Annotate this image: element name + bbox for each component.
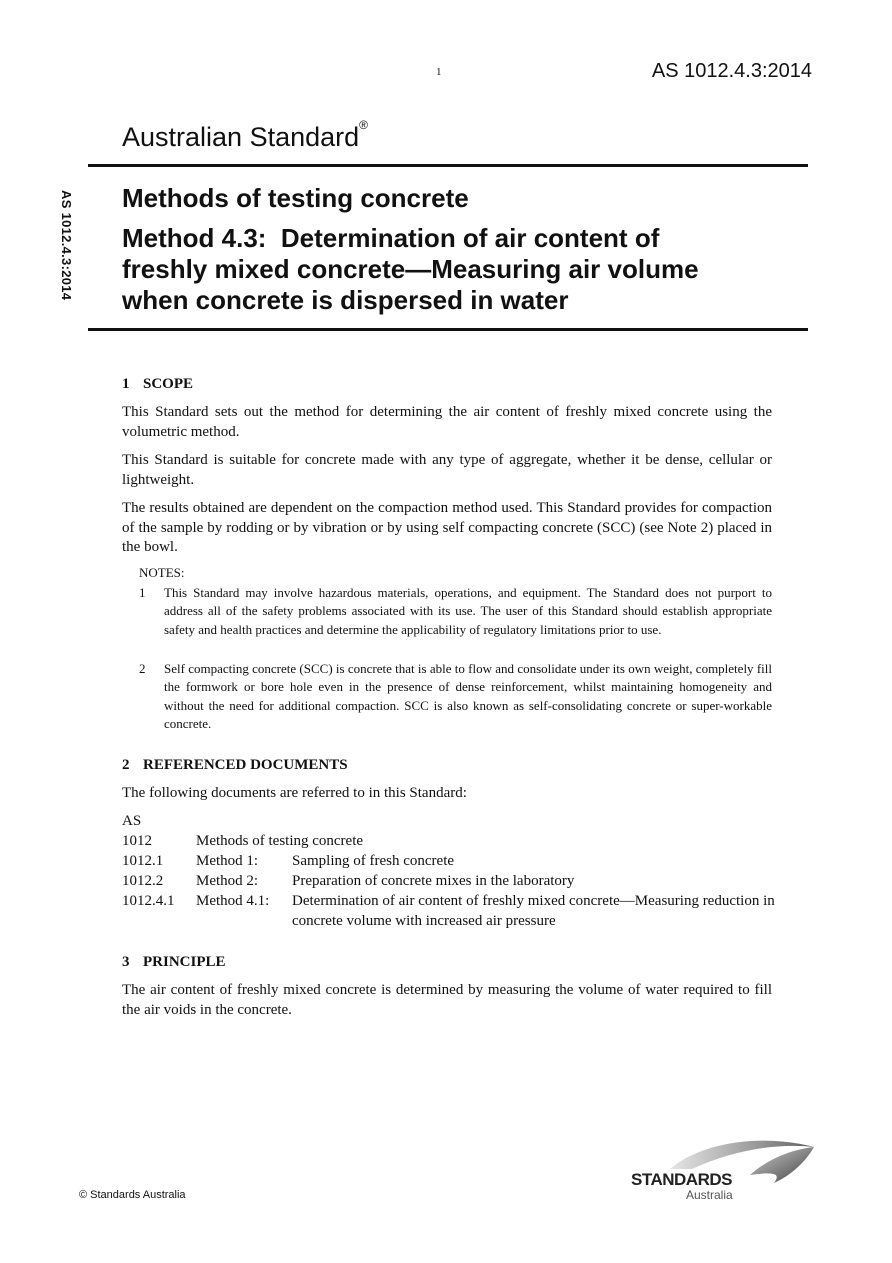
logo-subtext: Australia xyxy=(686,1188,733,1202)
reference-row xyxy=(122,892,778,931)
note-number: 1 xyxy=(139,585,146,600)
note-text: This Standard may involve hazardous materials, operations, and equipment. The Standard does not purport to address all of the safety problems associated with its use. The user of this Standard should establish appropriate safety and health practices and determine the applicability of regulatory limitations prior to use. xyxy=(164,585,772,637)
reference-title: Sampling of fresh concrete xyxy=(292,853,455,869)
method-title-line: when concrete is dispersed in water xyxy=(122,285,569,315)
section-number: 3 xyxy=(122,954,130,970)
section-number: 1 xyxy=(122,376,130,392)
reference-code: 1012.4.1 xyxy=(122,893,175,909)
reference-title: Preparation of concrete mixes in the laboratory xyxy=(292,873,575,889)
reference-title: Determination of air content of freshly mixed concrete—Measuring reduction in concrete volume with increased air pressure xyxy=(292,893,775,929)
note-text: Self compacting concrete (SCC) is concrete that is able to flow and consolidate under its own weight, completely fill the formwork or bore hole even in the presence of dense reinforcement, whilst maintaining homogeneity and without the need for additional compaction. SCC is also known as self-consolidating concrete or super-workable concrete. xyxy=(164,661,772,731)
registered-mark: ® xyxy=(359,118,368,132)
section-number: 2 xyxy=(122,757,130,773)
standard-brand-title xyxy=(122,118,368,153)
reference-row xyxy=(122,872,782,892)
scope-paragraph: This Standard is suitable for concrete made with any type of aggregate, whether it be dense, cellular or lightweight. xyxy=(122,452,772,488)
reference-code: 1012 xyxy=(122,833,152,849)
reference-row xyxy=(122,832,782,852)
scope-paragraph: This Standard sets out the method for determining the air content of freshly mixed concrete using the volumetric method. xyxy=(122,404,772,440)
section-title: SCOPE xyxy=(143,376,194,392)
section-heading-references xyxy=(122,756,772,776)
references-intro: The following documents are referred to in this Standard: xyxy=(122,785,467,801)
method-title-line: Method 4.3: Determination of air content of xyxy=(122,223,660,253)
document-code: AS 1012.4.3:2014 xyxy=(651,60,812,82)
section-heading-scope xyxy=(122,375,772,395)
title-rule-top xyxy=(88,164,808,167)
principle-paragraph: The air content of freshly mixed concrete is determined by measuring the volume of water required to fill the air voids in the concrete. xyxy=(122,982,772,1018)
brand-name: Australian Standard xyxy=(122,122,360,152)
method-title xyxy=(122,223,812,316)
reference-code: 1012.1 xyxy=(122,853,164,869)
note-item xyxy=(139,584,772,639)
main-title: Methods of testing concrete xyxy=(122,183,469,213)
reference-code: 1012.2 xyxy=(122,873,164,889)
logo-wordmark: STANDARDS xyxy=(631,1170,732,1189)
reference-method: Method 1: xyxy=(196,853,259,869)
reference-method: Methods of testing concrete xyxy=(196,833,364,849)
note-number: 2 xyxy=(139,661,146,676)
section-heading-principle xyxy=(122,953,772,973)
method-title-line: freshly mixed concrete—Measuring air volume xyxy=(122,254,699,284)
title-rule-bottom xyxy=(88,328,808,331)
copyright-notice: © Standards Australia xyxy=(79,1189,186,1201)
notes-label: NOTES: xyxy=(139,565,185,580)
references-prefix: AS xyxy=(122,813,142,829)
page-number: 1 xyxy=(436,66,442,78)
section-title: PRINCIPLE xyxy=(143,954,226,970)
note-item xyxy=(139,660,772,733)
reference-method: Method 4.1: xyxy=(196,893,270,909)
scope-paragraph: The results obtained are dependent on the compaction method used. This Standard provides for compaction of the sample by rodding or by vibration or by using self compacting concrete (SCC) (see Note 2) placed in the bowl. xyxy=(122,500,772,555)
reference-row xyxy=(122,852,782,872)
reference-method: Method 2: xyxy=(196,873,259,889)
spine-document-code: AS 1012.4.3:2014 xyxy=(59,190,74,301)
section-title: REFERENCED DOCUMENTS xyxy=(143,757,348,773)
